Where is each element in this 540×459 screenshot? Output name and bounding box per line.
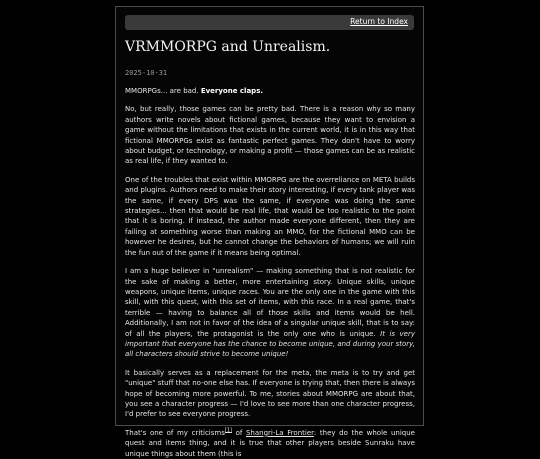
page-frame: [115, 6, 424, 458]
paragraph-4-text: I am a huge believer in "unrealism" — making something that is not realistic for the sake of making a better, more entertaining story. Unique skills, unique weapons, unique items, unique races. You are the only one in the game with this skill, with this quest, with this set of items, with this race. In a real game, that's terrible — having to balance all of those skills and items would be hell. Additionally, I am not in favor of the idea of a singular unique skill, that is to say: of all the players, the protagonist is the only one who is unique.: [125, 267, 415, 338]
paragraph-6-text-c: : they do the whole unique quest and items thing, and it is true that other players beside Sunraku have unique things about them (this is: [125, 428, 415, 458]
article-date: 2025-10-31: [125, 69, 168, 77]
paragraph-4: [125, 266, 415, 360]
paragraph-6: [125, 428, 415, 459]
paragraph-3: One of the troubles that exist within MMORPG are the overreliance on META builds and plugins. Authors need to make their story interesting, if every tank player was the same, if every DPS was the same, if everyone was doing the same strategies... then that would be real life, that would be too realistic to the point that it is boring. If instead, the author made everyone different, then they are failing at something worse than making an MMO, for the fictional MMO can be however he desires, but he cannot change the behaviors of humans; we will ruin the fun out of the game if it means being optimal.: [125, 175, 415, 257]
footnote-ref[interactable]: [1]: [224, 427, 232, 434]
intro-bold-text: Everyone claps.: [200, 87, 264, 95]
paragraph-6-text-b: of: [231, 428, 246, 437]
intro-text: MMORPGs... are bad.: [125, 87, 199, 95]
paragraph-5: It basically serves as a replacement for the meta, the meta is to try and get "unique" stuff that no-one else has. If everyone is trying that, then there is always hope of becoming more powerful. To me, stories about MMORPG are about that, you see a character progress — I'd love to see more than one character progress, I'd prefer to see everyone progress.: [125, 368, 415, 419]
article-title: VRMMORPG and Unrealism.: [125, 39, 331, 55]
shangri-la-frontier-link[interactable]: Shangri-La Frontier: [245, 428, 314, 437]
intro-paragraph: [125, 86, 415, 96]
top-bar: [125, 15, 414, 30]
paragraph-4-italic: It is very important that everyone has the chance to become unique, and during your story, all characters should strive to become unique!: [125, 329, 415, 359]
article: [125, 37, 415, 459]
paragraph-2: No, but really, those games can be pretty bad. There is a reason why so many authors write novels about fictional games, because they want to envision a game without the limitations that exists in the current world, it is in this way that fictional MMORPGs exist as fantastic perfect games. They don't have to worry about budget, or technology, or making a profit — those games can be as realistic as real life, if they wanted to.: [125, 105, 415, 166]
return-to-index-link[interactable]: Return to Index: [350, 17, 408, 26]
paragraph-6-text-a: That's one of my criticisms: [125, 428, 225, 437]
